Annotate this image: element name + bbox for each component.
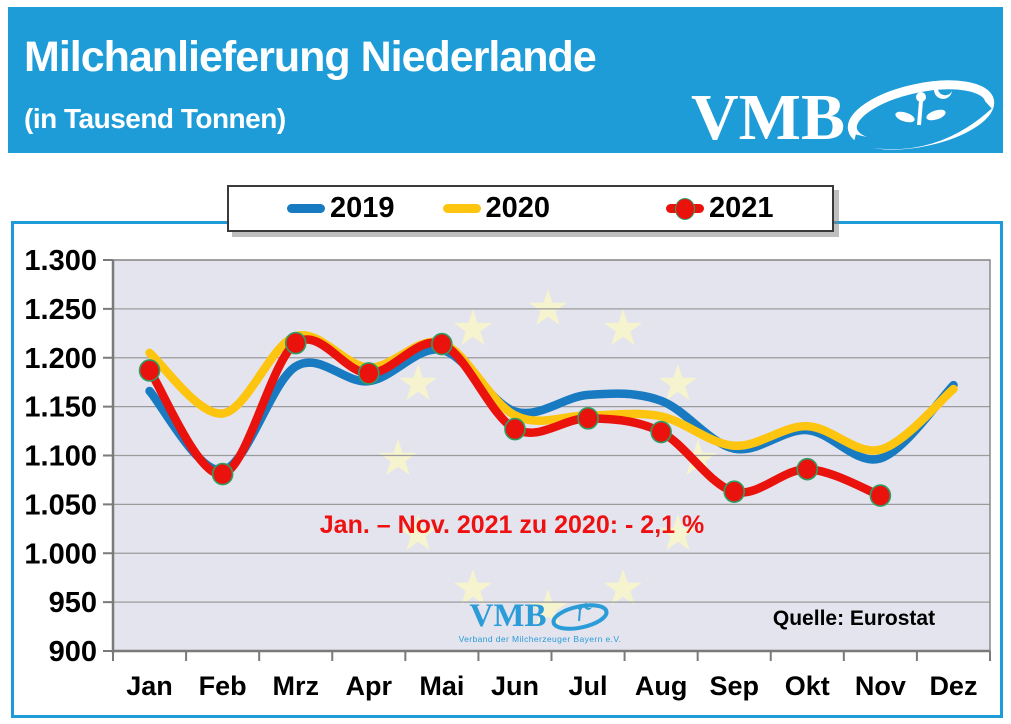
svg-text:1.100: 1.100 bbox=[24, 440, 97, 473]
legend-swatch-2019 bbox=[287, 204, 325, 213]
svg-text:Dez: Dez bbox=[929, 671, 978, 701]
page-subtitle: (in Tausend Tonnen) bbox=[24, 103, 286, 134]
svg-text:1.300: 1.300 bbox=[24, 245, 97, 277]
svg-text:Apr: Apr bbox=[345, 671, 393, 701]
chart-panel bbox=[11, 221, 1003, 718]
legend-swatch-2020 bbox=[443, 204, 481, 213]
svg-text:Jun: Jun bbox=[490, 671, 539, 701]
svg-text:Feb: Feb bbox=[198, 671, 247, 701]
svg-text:Jul: Jul bbox=[568, 671, 608, 701]
legend-label: 2020 bbox=[485, 192, 551, 224]
vmb-watermark bbox=[450, 599, 630, 653]
chart-legend bbox=[227, 185, 834, 232]
svg-text:Nov: Nov bbox=[854, 671, 906, 701]
vmb-logo bbox=[689, 67, 999, 151]
annotation-change-label: Jan. – Nov. 2021 zu 2020: - 2,1 % bbox=[319, 511, 705, 539]
svg-text:1.200: 1.200 bbox=[24, 342, 97, 375]
svg-text:1.000: 1.000 bbox=[24, 538, 97, 571]
svg-text:1.150: 1.150 bbox=[24, 391, 97, 424]
legend-item-2021 bbox=[666, 192, 774, 225]
svg-text:Sep: Sep bbox=[709, 671, 759, 701]
legend-label: 2019 bbox=[330, 192, 395, 224]
svg-text:Jan: Jan bbox=[126, 671, 173, 701]
vmb-watermark-text: VMB bbox=[469, 597, 547, 634]
svg-text:1.050: 1.050 bbox=[24, 489, 97, 522]
svg-text:Mrz: Mrz bbox=[272, 671, 319, 701]
svg-text:Mai: Mai bbox=[419, 671, 465, 701]
svg-text:950: 950 bbox=[48, 587, 97, 620]
legend-swatch-2021 bbox=[666, 204, 704, 213]
legend-label: 2021 bbox=[709, 192, 774, 224]
legend-item-2020 bbox=[443, 192, 551, 225]
header-banner bbox=[8, 7, 1003, 153]
source-label: Quelle: Eurostat bbox=[772, 607, 936, 630]
legend-item-2019 bbox=[287, 192, 395, 225]
svg-text:Okt: Okt bbox=[784, 671, 830, 701]
vmb-watermark-caption: Verband der Milcherzeuger Bayern e.V. bbox=[458, 634, 622, 644]
svg-text:900: 900 bbox=[48, 636, 97, 668]
vmb-logo-text: VMB bbox=[691, 81, 845, 151]
svg-text:Aug: Aug bbox=[634, 671, 688, 701]
vmb-watermark-swoosh bbox=[549, 599, 611, 633]
svg-text:1.250: 1.250 bbox=[24, 293, 97, 326]
page-title: Milchanlieferung Niederlande bbox=[24, 33, 596, 81]
